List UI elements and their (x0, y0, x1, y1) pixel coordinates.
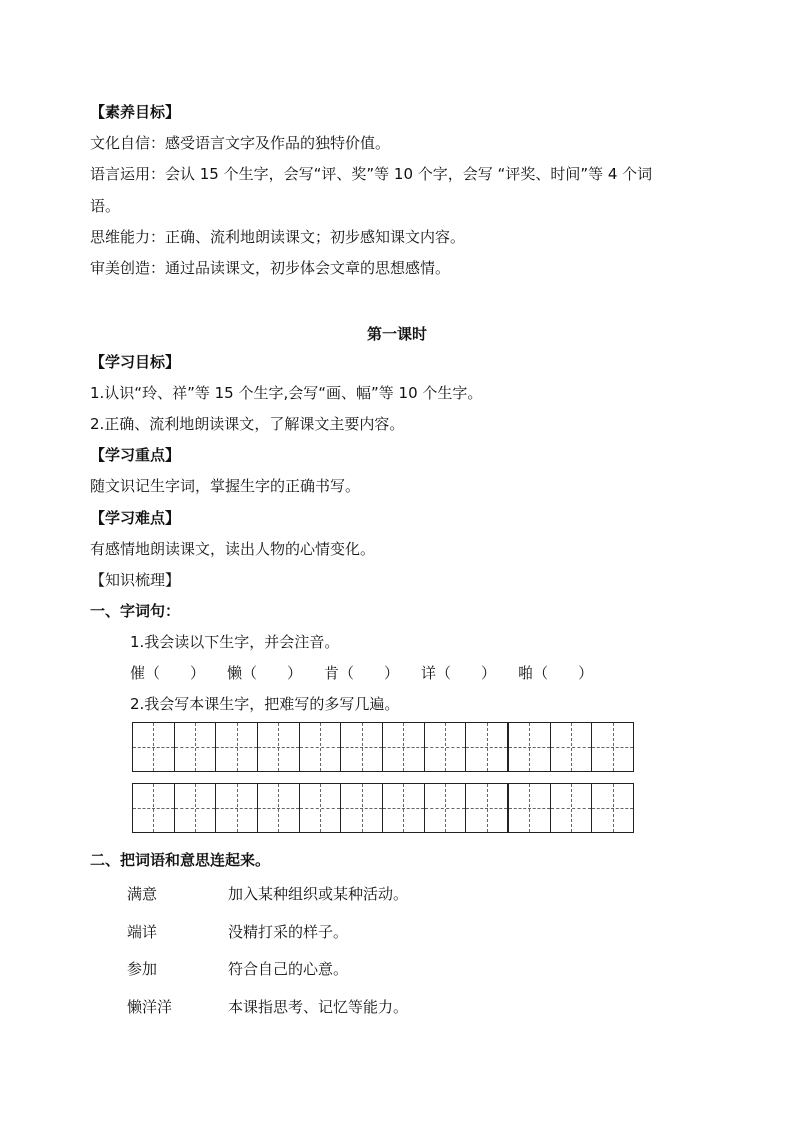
grid-cell[interactable] (509, 784, 551, 832)
match-row (127, 922, 348, 942)
match-row (127, 884, 408, 904)
match-meaning[interactable]: 没精打采的样子。 (228, 923, 349, 941)
grid-cell[interactable] (258, 784, 300, 832)
grid-cell[interactable] (133, 784, 175, 832)
writing-grid-1[interactable] (132, 722, 634, 772)
goal-item-2: 2.正确、流利地朗读课文，了解课文主要内容。 (90, 415, 405, 433)
section-1-title: 一、字词句： (90, 602, 181, 620)
question-1: 1.我会读以下生字，并会注音。 (130, 633, 340, 651)
grid-cell[interactable] (216, 723, 258, 771)
match-meaning[interactable]: 加入某种组织或某种活动。 (228, 885, 409, 903)
grid-cell[interactable] (551, 723, 593, 771)
pinyin-item[interactable]: 肯（ ） (324, 664, 400, 682)
grid-cell[interactable] (341, 784, 383, 832)
match-word[interactable]: 满意 (127, 885, 158, 903)
literacy-line-culture: 文化自信：感受语言文字及作品的独特价值。 (90, 134, 391, 152)
literacy-line-thinking: 思维能力：正确、流利地朗读课文；初步感知课文内容。 (90, 228, 466, 246)
section-2-title: 二、把词语和意思连起来。 (90, 851, 271, 869)
lesson-title: 第一课时 (366, 325, 427, 343)
grid-cell[interactable] (551, 784, 593, 832)
literacy-line-language-cont: 语。 (90, 197, 121, 215)
goals-heading: 【学习目标】 (90, 353, 181, 371)
writing-grid-2[interactable] (132, 783, 634, 833)
pinyin-item[interactable]: 懒（ ） (227, 664, 303, 682)
match-word[interactable]: 参加 (127, 960, 158, 978)
match-meaning[interactable]: 本课指思考、记忆等能力。 (228, 998, 409, 1016)
grid-cell[interactable] (175, 723, 217, 771)
grid-cell[interactable] (341, 723, 383, 771)
grid-cell[interactable] (258, 723, 300, 771)
knowledge-heading: 【知识梳理】 (90, 571, 181, 589)
pinyin-item[interactable]: 啪（ ） (518, 664, 594, 682)
grid-cell[interactable] (509, 723, 551, 771)
grid-cell[interactable] (592, 723, 633, 771)
match-row (127, 997, 408, 1017)
grid-cell[interactable] (300, 723, 342, 771)
match-word[interactable]: 懒洋洋 (127, 998, 173, 1016)
grid-cell[interactable] (383, 723, 425, 771)
literacy-heading: 【素养目标】 (90, 103, 181, 121)
match-row (127, 959, 348, 979)
grid-cell[interactable] (466, 723, 509, 771)
grid-cell[interactable] (133, 723, 175, 771)
pinyin-row (130, 663, 593, 683)
grid-cell[interactable] (592, 784, 633, 832)
match-meaning[interactable]: 符合自己的心意。 (228, 960, 349, 978)
match-word[interactable]: 端详 (127, 923, 158, 941)
goal-item-1: 1.认识“玲、祥”等 15 个生字,会写“画、幅”等 10 个生字。 (90, 384, 483, 402)
grid-cell[interactable] (425, 723, 467, 771)
pinyin-item[interactable]: 催（ ） (130, 664, 206, 682)
grid-cell[interactable] (466, 784, 509, 832)
key-points-text: 随文识记生字词，掌握生字的正确书写。 (90, 477, 361, 495)
grid-cell[interactable] (300, 784, 342, 832)
literacy-line-language: 语言运用：会认 15 个生字，会写“评、奖”等 10 个字，会写 “评奖、时间”等 4 个词 (90, 165, 653, 183)
grid-cell[interactable] (216, 784, 258, 832)
question-2: 2.我会写本课生字，把难写的多写几遍。 (130, 695, 400, 713)
grid-cell[interactable] (425, 784, 467, 832)
grid-cell[interactable] (383, 784, 425, 832)
difficulties-text: 有感情地朗读课文，读出人物的心情变化。 (90, 540, 376, 558)
difficulties-heading: 【学习难点】 (90, 509, 181, 527)
literacy-line-aesthetic: 审美创造：通过品读课文，初步体会文章的思想感情。 (90, 259, 451, 277)
key-points-heading: 【学习重点】 (90, 446, 181, 464)
grid-cell[interactable] (175, 784, 217, 832)
pinyin-item[interactable]: 详（ ） (421, 664, 497, 682)
